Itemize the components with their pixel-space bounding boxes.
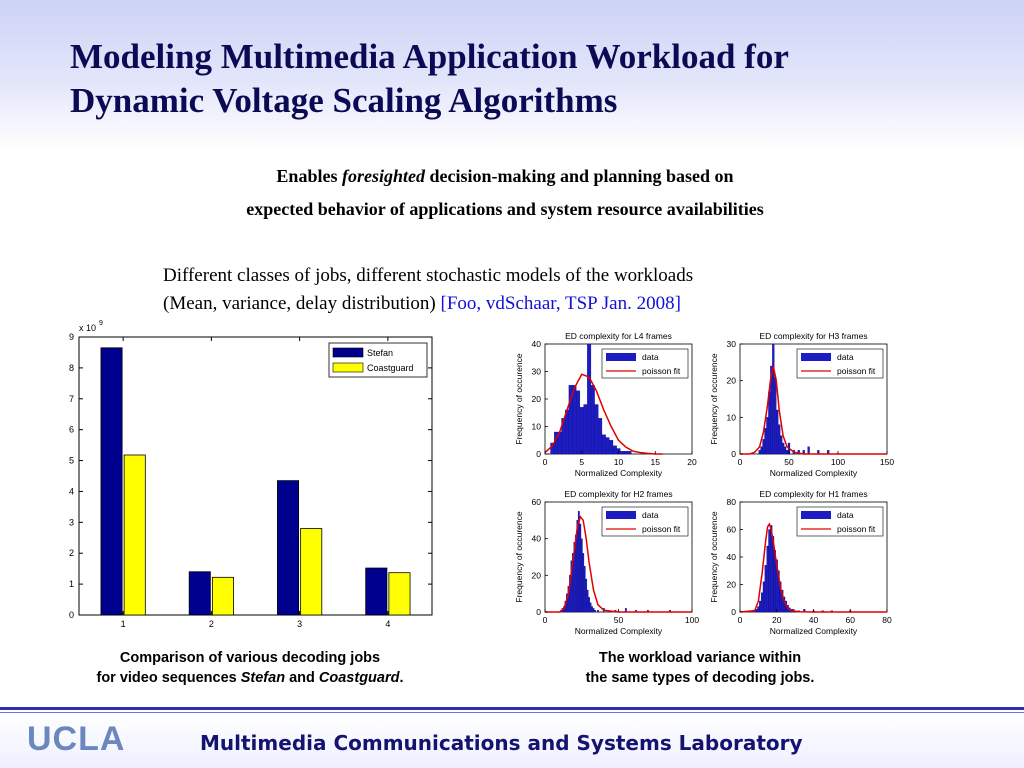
histogram-legend-data-label: data — [642, 352, 659, 362]
citation: [Foo, vdSchaar, TSP Jan. 2008] — [440, 293, 681, 314]
histogram-x-tick-label: 100 — [684, 615, 700, 625]
histogram-bin — [585, 579, 586, 612]
histogram-x-tick-label: 20 — [772, 615, 782, 625]
histogram-legend-fit-label: poisson fit — [837, 524, 876, 534]
histogram-y-tick-label: 40 — [531, 339, 541, 349]
caption-left-coastguard: Coastguard — [318, 670, 400, 686]
histogram-bin — [768, 530, 770, 613]
histogram-title: ED complexity for L4 frames — [565, 331, 672, 341]
histogram-bin — [594, 610, 595, 612]
histogram-y-tick-label: 30 — [531, 366, 541, 377]
histogram-panel — [709, 489, 892, 636]
histogram-bin — [780, 436, 782, 454]
bar-y-multiplier-exponent: 9 — [99, 320, 103, 327]
bar-stefan — [101, 348, 122, 615]
histogram-y-axis-label: Frequency of occurence — [514, 353, 524, 445]
histogram-x-tick-label: 20 — [687, 457, 697, 467]
histogram-y-tick-label: 20 — [726, 375, 736, 386]
histogram-x-axis-label: Normalized Complexity — [574, 468, 663, 478]
caption-right-line-1: The workload variance within — [598, 650, 802, 666]
subtitle-line-2: expected behavior of applications and system resource availabilities — [246, 199, 764, 219]
histogram-legend-fit-label: poisson fit — [642, 524, 681, 534]
histogram-y-tick-label: 0 — [731, 449, 736, 459]
bar-y-multiplier: x 10 — [79, 323, 97, 333]
bar-coastguard — [389, 573, 410, 615]
bar-legend-label: Stefan — [367, 348, 394, 358]
bar-x-tick-label: 1 — [120, 619, 126, 629]
histogram-x-tick-label: 60 — [845, 615, 855, 625]
histogram-x-axis-label: Normalized Complexity — [769, 468, 858, 478]
histogram-bin — [765, 565, 767, 612]
histogram-panel — [514, 489, 699, 636]
slide-subtitle — [0, 160, 1010, 226]
histogram-bin — [757, 607, 759, 613]
histogram-x-tick-label: 15 — [650, 457, 660, 467]
bar-coastguard — [301, 529, 322, 615]
histogram-y-axis-label: Frequency of occurence — [709, 511, 719, 603]
histogram-title: ED complexity for H2 frames — [564, 489, 673, 499]
ucla-logo: UCLA — [27, 720, 126, 758]
histogram-y-tick-label: 30 — [726, 339, 736, 349]
histogram-legend-data-label: data — [837, 510, 854, 520]
histogram-bin — [770, 525, 772, 612]
histogram-bin — [776, 410, 778, 454]
histogram-y-tick-label: 10 — [531, 421, 541, 432]
bar-y-tick-label: 7 — [68, 393, 74, 404]
histogram-bin — [759, 450, 761, 454]
histogram-bin — [581, 539, 582, 612]
histogram-x-tick-label: 50 — [784, 457, 794, 467]
histogram-bin — [591, 607, 592, 613]
histogram-bin — [598, 418, 602, 454]
bar-x-tick-label: 4 — [385, 619, 391, 629]
caption-right-line-2: the same types of decoding jobs. — [585, 670, 815, 686]
histogram-bin — [778, 425, 780, 454]
histogram-x-axis-label: Normalized Complexity — [574, 626, 663, 636]
histogram-x-tick-label: 100 — [830, 457, 846, 467]
histogram-bin — [763, 439, 765, 454]
title-line-1: Modeling Multimedia Application Workload for — [70, 37, 789, 76]
bar-legend-label: Coastguard — [367, 363, 414, 373]
caption-left-mid: and — [285, 670, 319, 686]
histogram-bin — [767, 546, 769, 612]
subtitle-emphasis: foresighted — [341, 166, 425, 186]
bar-stefan — [366, 568, 387, 615]
bar-y-tick-label: 9 — [68, 332, 74, 342]
histogram-y-axis-label: Frequency of occurence — [514, 511, 524, 603]
histogram-bin — [602, 435, 606, 454]
caption-bar-chart — [40, 648, 460, 688]
histogram-x-tick-label: 10 — [613, 457, 624, 467]
histogram-x-tick-label: 0 — [737, 615, 743, 625]
histogram-bin — [756, 609, 758, 612]
histogram-bin — [808, 447, 810, 454]
caption-left-post: . — [399, 670, 404, 686]
bar-y-tick-label: 3 — [68, 517, 74, 528]
bar-y-tick-label: 5 — [68, 455, 74, 466]
histogram-bin — [774, 377, 776, 454]
histogram-grid — [505, 322, 900, 642]
histogram-bin — [765, 428, 767, 454]
histogram-y-tick-label: 20 — [531, 394, 541, 404]
histogram-bin — [587, 590, 588, 612]
bar-chart — [55, 315, 440, 635]
histogram-bin — [584, 566, 585, 612]
histogram-bin — [565, 410, 569, 454]
histogram-legend-data-swatch — [801, 353, 831, 361]
histogram-y-tick-label: 60 — [726, 524, 736, 535]
bar-legend-swatch — [333, 363, 363, 372]
bar-y-tick-label: 0 — [68, 610, 74, 620]
histogram-bin — [784, 447, 786, 454]
histogram-title: ED complexity for H3 frames — [759, 331, 868, 341]
histogram-legend-data-label: data — [642, 510, 659, 520]
histogram-y-tick-label: 10 — [726, 412, 736, 423]
histogram-bin — [587, 344, 591, 454]
slide-title — [70, 35, 970, 123]
histogram-bin — [613, 446, 617, 454]
description-line-1: Different classes of jobs, different stochastic models of the workloads — [163, 265, 694, 286]
histogram-x-tick-label: 50 — [613, 615, 624, 625]
bar-y-tick-label: 8 — [68, 362, 74, 373]
histogram-y-tick-label: 40 — [726, 552, 736, 562]
histogram-bin — [590, 603, 591, 612]
subtitle-line-1 — [0, 160, 1010, 193]
histogram-bin — [573, 385, 577, 454]
histogram-legend-data-swatch — [801, 511, 831, 519]
histogram-bin — [759, 601, 761, 612]
lab-name: Multimedia Communications and Systems Laboratory — [200, 731, 803, 755]
histogram-bin — [584, 405, 588, 455]
bar-y-tick-label: 1 — [68, 579, 74, 590]
caption-left-line-2 — [40, 668, 460, 688]
histogram-legend-fit-label: poisson fit — [837, 366, 876, 376]
subtitle-post: decision-making and planning based on — [424, 166, 734, 186]
bar-coastguard — [212, 577, 233, 615]
caption-left-line-1: Comparison of various decoding jobs — [119, 650, 381, 666]
histogram-y-tick-label: 0 — [536, 449, 541, 459]
histogram-x-tick-label: 0 — [542, 457, 548, 467]
description-pre: (Mean, variance, delay distribution) — [163, 293, 441, 314]
histogram-y-tick-label: 0 — [536, 607, 541, 617]
histogram-bin — [782, 443, 784, 454]
histogram-bin — [591, 385, 595, 454]
histogram-bin — [628, 451, 632, 454]
histogram-bin — [588, 597, 589, 612]
histogram-title: ED complexity for H1 frames — [759, 489, 868, 499]
histogram-bin — [597, 610, 598, 612]
bar-x-tick-label: 2 — [208, 619, 214, 629]
histogram-y-tick-label: 20 — [531, 570, 541, 581]
histogram-legend-fit-label: poisson fit — [642, 366, 681, 376]
title-line-2: Dynamic Voltage Scaling Algorithms — [70, 81, 618, 120]
histogram-bin — [761, 593, 763, 612]
histogram-bin — [595, 405, 599, 455]
description-line-2 — [163, 290, 863, 318]
histogram-bin — [766, 417, 768, 454]
histogram-bin — [620, 451, 624, 454]
histogram-x-tick-label: 5 — [579, 457, 585, 467]
bar-stefan — [189, 572, 210, 615]
histogram-bin — [763, 582, 765, 612]
histogram-bin — [772, 344, 774, 454]
histogram-y-tick-label: 20 — [726, 579, 736, 590]
histogram-x-tick-label: 0 — [542, 615, 548, 625]
description — [163, 262, 863, 318]
histogram-y-axis-label: Frequency of occurence — [709, 353, 719, 445]
histogram-bin — [593, 608, 594, 612]
histogram-y-tick-label: 40 — [531, 533, 541, 544]
caption-histograms — [520, 648, 880, 688]
histogram-bin — [580, 524, 581, 612]
histogram-x-tick-label: 80 — [882, 615, 892, 625]
histogram-x-tick-label: 150 — [879, 457, 895, 467]
histogram-x-tick-label: 0 — [737, 457, 743, 467]
footer-rule — [0, 707, 1024, 710]
histogram-bin — [761, 447, 763, 454]
caption-left-stefan: Stefan — [240, 670, 286, 686]
histogram-x-tick-label: 40 — [808, 615, 819, 625]
bar-y-tick-label: 6 — [68, 424, 74, 435]
histogram-bin — [606, 438, 610, 455]
histogram-x-axis-label: Normalized Complexity — [769, 626, 858, 636]
histogram-bin — [580, 407, 584, 454]
histogram-panel — [514, 331, 697, 478]
histogram-bin — [609, 440, 613, 454]
histogram-bin — [786, 450, 788, 454]
bar-coastguard — [124, 455, 145, 615]
histogram-panel — [709, 331, 894, 478]
caption-left-pre: for video sequences — [96, 670, 241, 686]
subtitle-pre: Enables — [276, 166, 342, 186]
histogram-y-tick-label: 80 — [726, 497, 736, 507]
bar-stefan — [277, 481, 298, 615]
bar-y-tick-label: 4 — [68, 486, 74, 497]
histogram-legend-data-label: data — [837, 352, 854, 362]
histogram-legend-data-swatch — [606, 353, 636, 361]
histogram-legend-data-swatch — [606, 511, 636, 519]
histogram-y-tick-label: 0 — [731, 607, 736, 617]
histogram-bin — [624, 451, 628, 454]
bar-x-tick-label: 3 — [297, 619, 303, 629]
histogram-bin — [576, 391, 580, 454]
histogram-y-tick-label: 60 — [531, 497, 541, 507]
histogram-bin — [582, 553, 583, 612]
bar-y-tick-label: 2 — [68, 548, 74, 559]
bar-legend-swatch — [333, 348, 363, 357]
